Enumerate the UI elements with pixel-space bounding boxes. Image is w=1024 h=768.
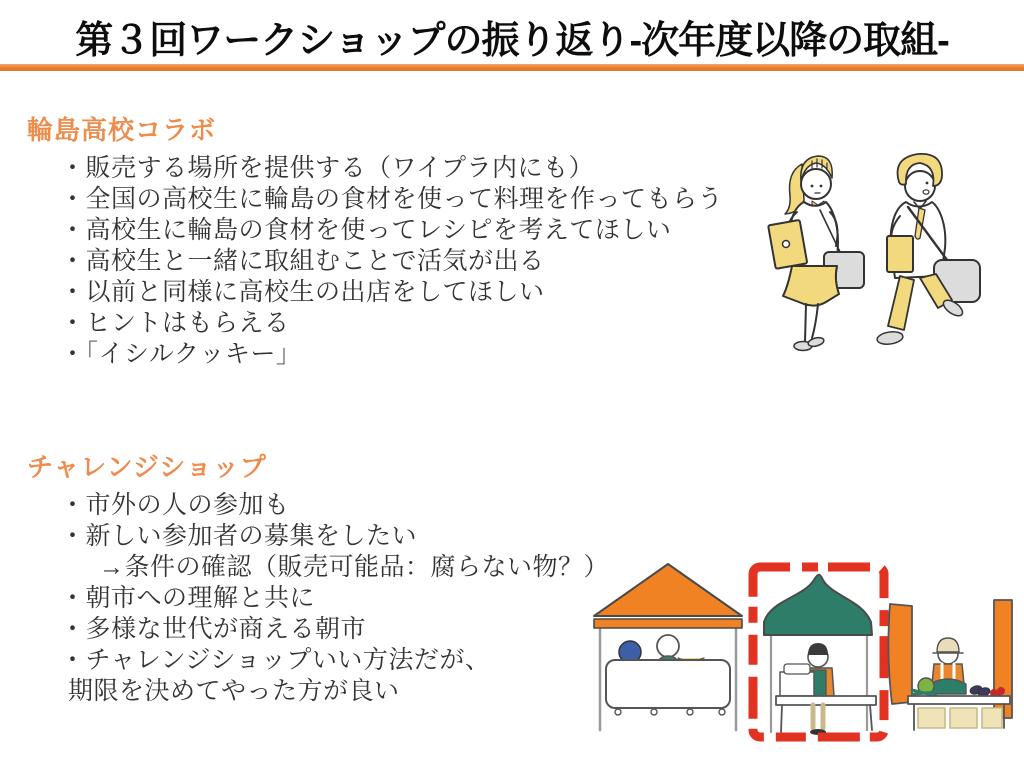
bullet-item: ・チャレンジショップいい方法だが、: [60, 646, 491, 674]
bullet-item: ・全国の高校生に輪島の食材を使って料理を作ってもらう: [60, 185, 724, 213]
page-title: 第３回ワークショップの振り返り-次年度以降の取組-: [75, 20, 949, 62]
bullet-item-continuation: 期限を決めてやった方が良い: [68, 677, 400, 705]
section-heading: 輪島高校コラボ: [27, 115, 217, 145]
produce-stall: [888, 600, 1012, 730]
bullet-item: ・「イシルクッキー」: [60, 340, 302, 368]
bullet-subitem-arrow: →条件の確認（販売可能品：腐らない物？）: [99, 553, 610, 581]
students-walking-illustration: [742, 146, 992, 358]
girl-figure: [768, 156, 864, 351]
bullet-item: ・ヒントはもらえる: [60, 309, 290, 337]
bullet-item: ・以前と同様に高校生の出店をしてほしい: [60, 278, 545, 306]
bullet-item: ・高校生に輪島の食材を使ってレシピを考えてほしい: [60, 216, 672, 244]
bullet-item: ・多様な世代が商える朝市: [60, 615, 367, 643]
bullet-item: ・朝市への理解と共に: [60, 584, 316, 612]
green-tent-challenge-shop: [753, 567, 884, 737]
title-underline: [0, 64, 1024, 71]
bullet-item: ・高校生と一緒に取組むことで活気が出る: [60, 247, 545, 275]
bullet-item: ・新しい参加者の募集をしたい: [60, 522, 418, 550]
section-wajima-highschool-collab: [27, 110, 723, 370]
boy-figure: [876, 154, 980, 346]
section-heading: チャレンジショップ: [27, 452, 267, 482]
market-stalls-illustration: [590, 560, 1015, 744]
bullet-item: ・販売する場所を提供する（ワイプラ内にも）: [60, 154, 595, 182]
bullet-item: ・市外の人の参加も: [60, 491, 290, 519]
section-challenge-shop: [27, 447, 609, 707]
orange-tent-stall: [594, 564, 742, 730]
